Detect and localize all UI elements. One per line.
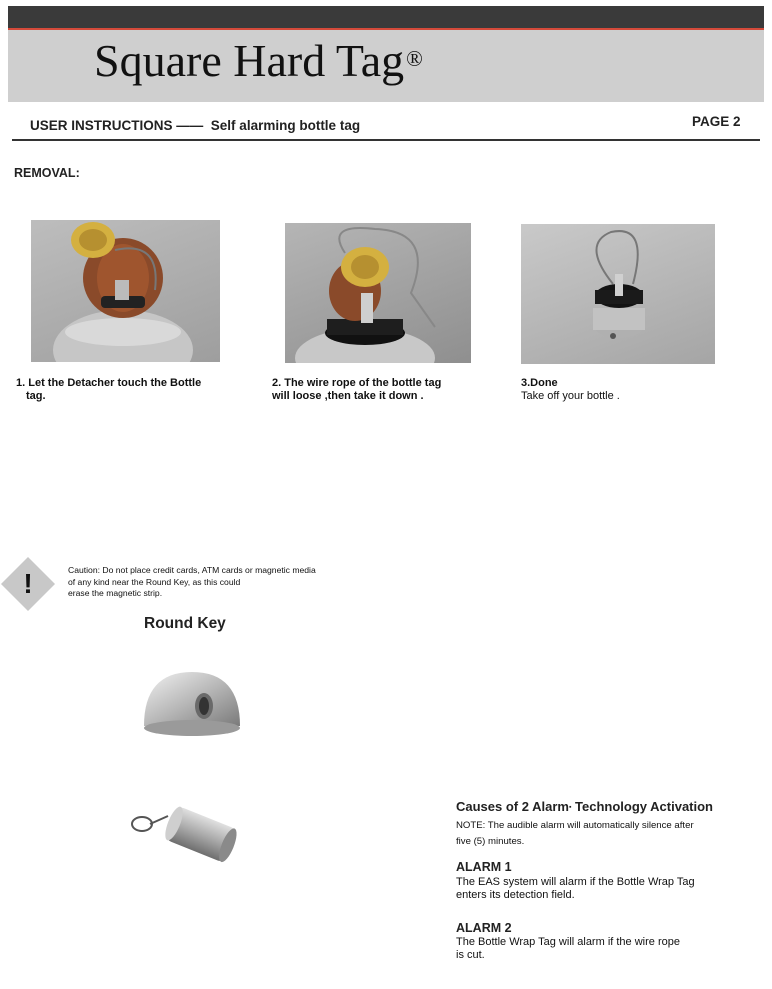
step2-line1: 2. The wire rope of the bottle tag bbox=[272, 377, 442, 389]
alarm-note bbox=[456, 818, 752, 850]
caution-line1: Caution: Do not place credit cards, ATM cards or magnetic media bbox=[68, 565, 316, 575]
note-line1: NOTE: The audible alarm will automatically silence after bbox=[456, 820, 694, 831]
step2-photo bbox=[285, 223, 471, 363]
note-line2: five (5) minutes. bbox=[456, 836, 525, 847]
warning-symbol: ! bbox=[23, 568, 33, 599]
alarm2-line1: The Bottle Wrap Tag will alarm if the wire rope bbox=[456, 936, 680, 948]
round-key-image bbox=[140, 668, 244, 740]
alarm1-text bbox=[456, 876, 756, 902]
step2-caption bbox=[272, 377, 502, 403]
alarm2-text bbox=[456, 936, 756, 962]
alarm1-line1: The EAS system will alarm if the Bottle Wrap Tag bbox=[456, 876, 695, 888]
title-text: Square Hard Tag bbox=[94, 35, 405, 86]
warning-icon bbox=[0, 556, 56, 612]
step2-line2: will loose ,then take it down . bbox=[272, 390, 424, 402]
header-top-bar bbox=[8, 6, 764, 28]
caution-line3: erase the magnetic strip. bbox=[68, 588, 163, 598]
step3-photo bbox=[521, 224, 715, 364]
subtitle-rest: Self alarming bottle tag bbox=[210, 118, 361, 133]
caution-text bbox=[68, 565, 378, 600]
alarm2-line2: is cut. bbox=[456, 949, 485, 961]
alarm-causes-heading bbox=[456, 799, 713, 814]
step3-line1: 3.Done bbox=[521, 377, 558, 389]
removal-heading: REMOVAL: bbox=[14, 166, 80, 180]
alarm2-title: ALARM 2 bbox=[456, 921, 512, 935]
alarm-heading-bullet: ▪ bbox=[568, 804, 572, 812]
header-divider bbox=[12, 139, 760, 141]
step3-caption bbox=[521, 377, 721, 403]
alarm1-line2: enters its detection field. bbox=[456, 889, 575, 901]
subtitle-dash: —— bbox=[176, 118, 204, 133]
step3-line2: Take off your bottle . bbox=[521, 390, 620, 402]
step1-caption bbox=[16, 377, 246, 403]
subtitle-prefix: USER INSTRUCTIONS bbox=[30, 118, 173, 133]
step1-line2: tag. bbox=[26, 390, 46, 402]
round-key-heading: Round Key bbox=[144, 615, 226, 632]
alarm1-title: ALARM 1 bbox=[456, 860, 512, 874]
alarm-heading-part2: Technology Activation bbox=[571, 799, 714, 814]
magnetic-key-image bbox=[124, 794, 242, 880]
alarm-heading-part1: Causes of 2 Alarm bbox=[456, 799, 569, 814]
step1-line1: 1. Let the Detacher touch the Bottle bbox=[16, 377, 202, 389]
subtitle bbox=[30, 118, 360, 133]
page-number: PAGE 2 bbox=[692, 114, 741, 129]
caution-line2: of any kind near the Round Key, as this could bbox=[68, 576, 241, 587]
page-title bbox=[94, 36, 423, 86]
registered-mark: ® bbox=[406, 46, 423, 71]
step1-photo bbox=[31, 220, 220, 362]
